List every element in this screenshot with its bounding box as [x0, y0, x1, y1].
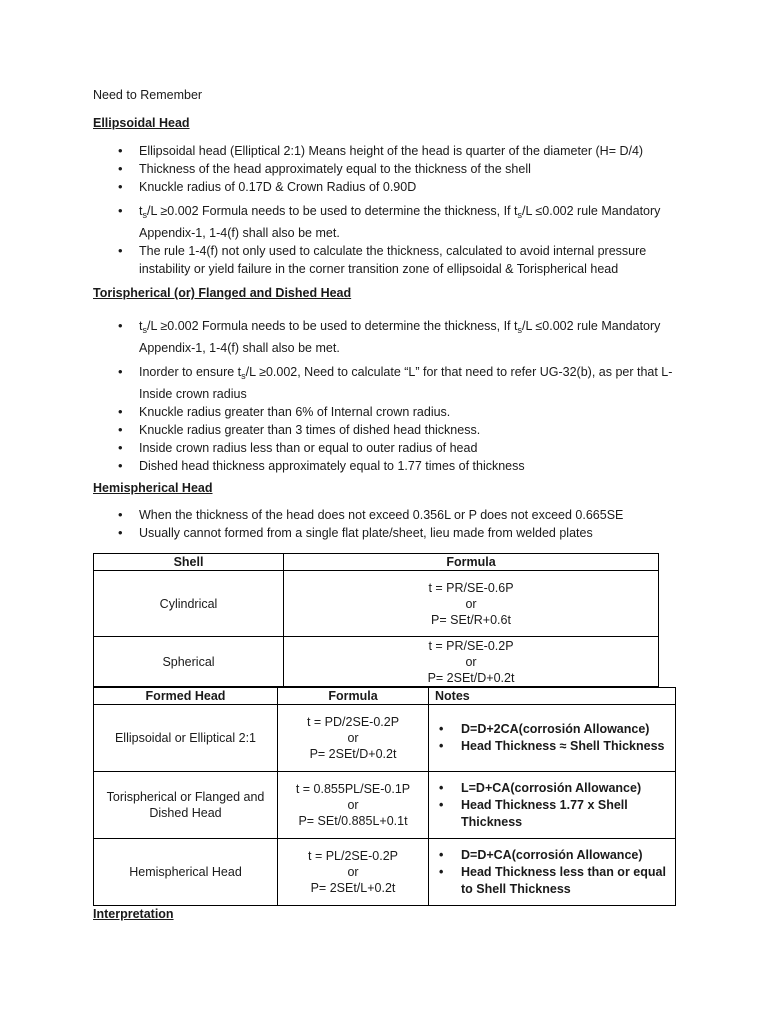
list-item: • Inside crown radius less than or equal to outer radius of head — [118, 439, 678, 457]
list-item: • Knuckle radius greater than 3 times of dished head thickness. — [118, 421, 678, 439]
formula-cell — [284, 637, 659, 687]
note-item: • L=D+CA(corrosión Allowance) — [437, 780, 675, 797]
formula-thickness: t = 0.855PL/SE-0.1P — [295, 782, 411, 796]
formula-or: or — [347, 865, 359, 879]
table-row — [94, 705, 676, 772]
column-header: Shell — [94, 554, 284, 571]
torispherical-list — [118, 317, 678, 475]
head-name-cell: Ellipsoidal or Elliptical 2:1 — [94, 705, 278, 772]
formula-thickness: t = PL/2SE-0.2P — [308, 849, 398, 863]
shell-formula-table — [93, 553, 659, 687]
text: t — [139, 204, 143, 218]
interpretation-heading: Interpretation — [93, 907, 174, 921]
list-item: • The rule 1-4(f) not only used to calculate the thickness, calculated to avoid internal pressure instability or yield failure in the corner transition zone of ellipsoidal & Torispherical head — [118, 242, 678, 278]
formula-or: or — [347, 798, 359, 812]
head-name-cell: Torispherical or Flanged and Dished Head — [94, 772, 278, 839]
note-item: • Head Thickness ≈ Shell Thickness — [437, 738, 675, 755]
list-item — [118, 202, 678, 242]
formula-thickness: t = PR/SE-0.6P — [428, 580, 514, 595]
formed-head-table — [93, 687, 676, 906]
subscript: s — [142, 210, 147, 220]
formula-pressure: P= SEt/R+0.6t — [431, 612, 511, 627]
hemispherical-heading: Hemispherical Head — [93, 481, 213, 495]
head-name-cell: Hemispherical Head — [94, 839, 278, 906]
table-row — [94, 839, 676, 906]
text: /L ≤0.002 rule Mandatory Appendix-1, 1-4(f) shall also be met. — [139, 204, 661, 240]
notes-cell — [429, 772, 676, 839]
table-row — [94, 571, 659, 637]
text: /L ≤0.002 rule Mandatory Appendix-1, 1-4(f) shall also be met. — [139, 319, 661, 355]
formula-cell — [278, 705, 429, 772]
list-item: • When the thickness of the head does not exceed 0.356L or P does not exceed 0.665SE — [118, 506, 678, 524]
ellipsoidal-list — [118, 142, 678, 278]
subscript: s — [142, 325, 147, 335]
column-header: Formed Head — [94, 688, 278, 705]
formula-pressure: P= SEt/0.885L+0.1t — [298, 814, 408, 828]
formula-or: or — [465, 654, 477, 669]
column-header: Formula — [284, 554, 659, 571]
formula-or: or — [465, 596, 477, 611]
text: /L ≥0.002 Formula needs to be used to determine the thickness, If t — [146, 204, 518, 218]
list-item: • Thickness of the head approximately equal to the thickness of the shell — [118, 160, 678, 178]
text: /L ≥0.002 Formula needs to be used to determine the thickness, If t — [146, 319, 518, 333]
column-header: Notes — [429, 688, 676, 705]
intro-text: Need to Remember — [93, 88, 203, 102]
notes-cell — [429, 839, 676, 906]
list-item: • Knuckle radius greater than 6% of Internal crown radius. — [118, 403, 678, 421]
notes-cell — [429, 705, 676, 772]
torispherical-heading: Torispherical (or) Flanged and Dished Head — [93, 286, 352, 300]
list-item: • Ellipsoidal head (Elliptical 2:1) Means height of the head is quarter of the diameter (H= D/4) — [118, 142, 678, 160]
formula-pressure: P= 2SEt/D+0.2t — [427, 670, 515, 685]
subscript: s — [241, 371, 246, 381]
column-header: Formula — [278, 688, 429, 705]
text: t — [139, 319, 143, 333]
note-item: • D=D+CA(corrosión Allowance) — [437, 847, 675, 864]
note-item: • D=D+2CA(corrosión Allowance) — [437, 721, 675, 738]
list-item — [118, 317, 678, 357]
shell-name-cell: Cylindrical — [94, 571, 284, 637]
formula-pressure: P= 2SEt/D+0.2t — [309, 747, 397, 761]
formula-thickness: t = PD/2SE-0.2P — [306, 715, 400, 729]
shell-name-cell: Spherical — [94, 637, 284, 687]
note-item: • Head Thickness less than or equal to Shell Thickness — [437, 864, 675, 898]
formula-or: or — [347, 731, 359, 745]
formula-pressure: P= 2SEt/L+0.2t — [310, 881, 396, 895]
list-item: • Usually cannot formed from a single flat plate/sheet, lieu made from welded plates — [118, 524, 678, 542]
note-item: • Head Thickness 1.77 x Shell Thickness — [437, 797, 675, 831]
list-item: • Knuckle radius of 0.17D & Crown Radius of 0.90D — [118, 178, 678, 196]
table-header-row — [94, 554, 659, 571]
ellipsoidal-heading: Ellipsoidal Head — [93, 116, 190, 130]
subscript: s — [517, 210, 522, 220]
formula-cell — [284, 571, 659, 637]
text: /L ≥0.002, Need to calculate “L” for that need to refer UG-32(b), as per that L- Inside crown radius — [139, 365, 673, 401]
hemispherical-list — [118, 506, 678, 542]
table-row — [94, 772, 676, 839]
text: Inorder to ensure t — [139, 365, 242, 379]
list-item — [118, 363, 678, 403]
list-item: • Dished head thickness approximately equal to 1.77 times of thickness — [118, 457, 678, 475]
subscript: s — [517, 325, 522, 335]
formula-thickness: t = PR/SE-0.2P — [428, 638, 514, 653]
table-row — [94, 637, 659, 687]
formula-cell — [278, 772, 429, 839]
table-header-row — [94, 688, 676, 705]
formula-cell — [278, 839, 429, 906]
